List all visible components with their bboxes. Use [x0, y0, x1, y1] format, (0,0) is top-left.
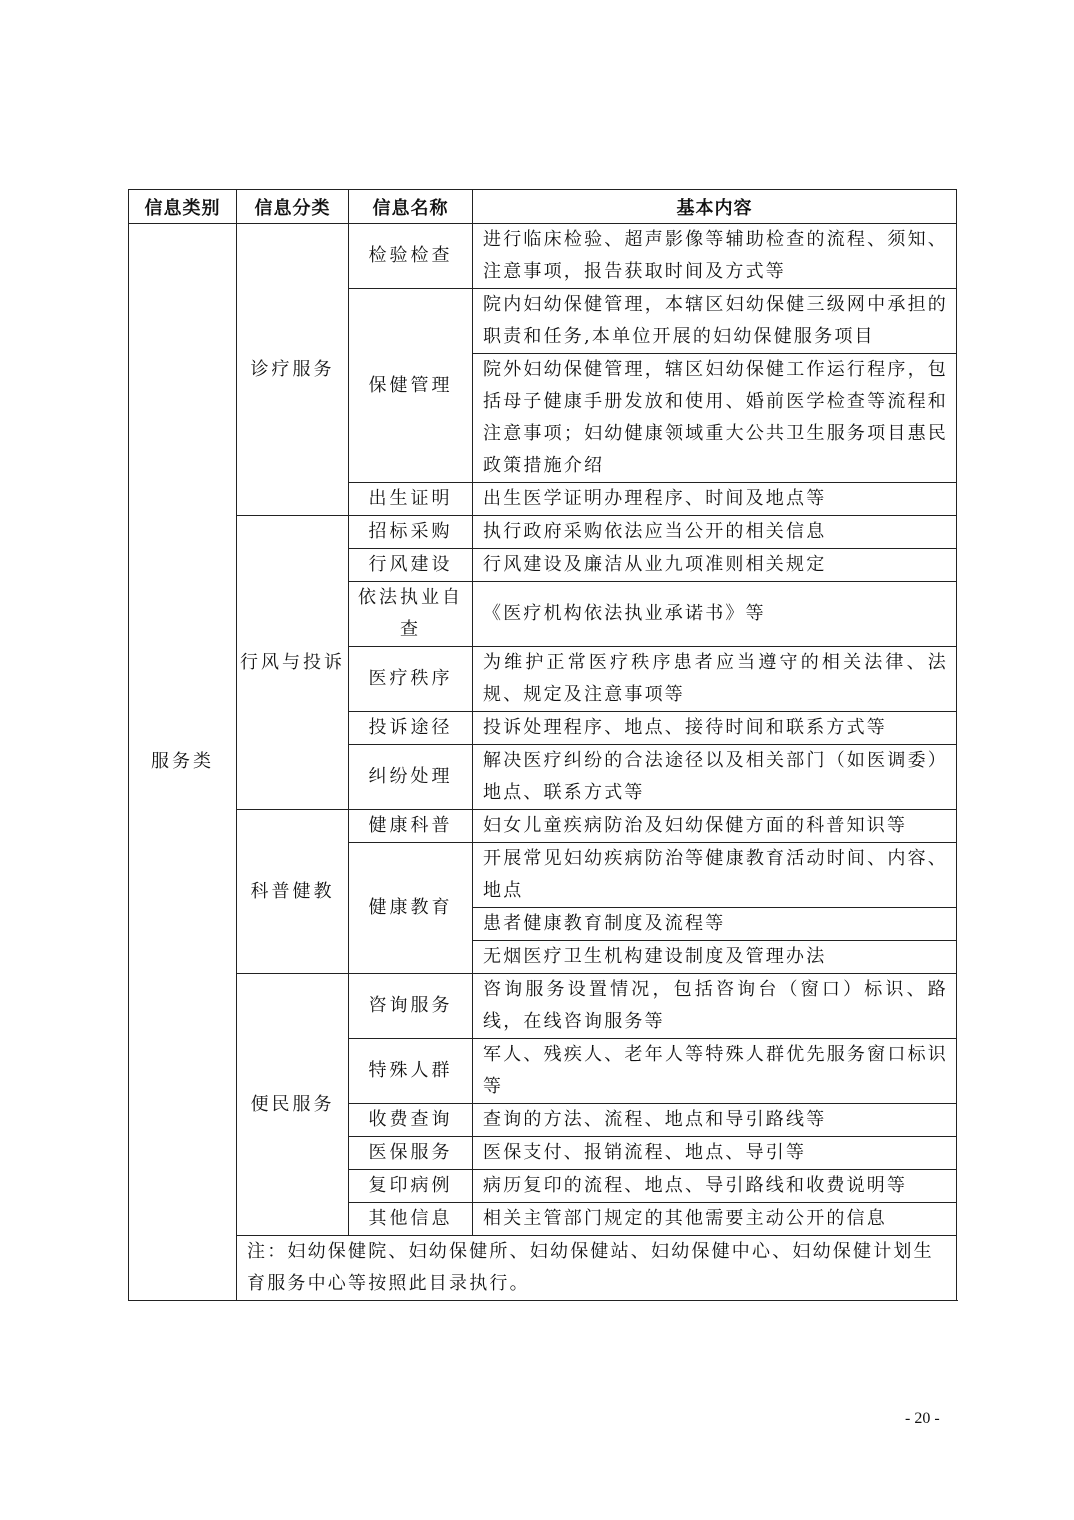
- table-note: 注：妇幼保健院、妇幼保健所、妇幼保健站、妇幼保健中心、妇幼保健计划生育服务中心等按照此目录执行。: [237, 1236, 957, 1301]
- item-content: 投诉处理程序、地点、接待时间和联系方式等: [473, 712, 957, 745]
- header-category: 信息类别: [129, 190, 237, 224]
- item-name: 收费查询: [349, 1104, 473, 1137]
- table-row: [129, 810, 957, 843]
- item-name: 检验检查: [349, 224, 473, 289]
- item-name: 行风建设: [349, 549, 473, 582]
- service-info-table: [128, 189, 957, 1301]
- item-name: 特殊人群: [349, 1039, 473, 1104]
- group-conduct-complaints: 行风与投诉: [237, 516, 349, 810]
- table-header-row: [129, 190, 957, 224]
- item-content: 进行临床检验、超声影像等辅助检查的流程、须知、注意事项，报告获取时间及方式等: [473, 224, 957, 289]
- item-content: 无烟医疗卫生机构建设制度及管理办法: [473, 941, 957, 974]
- item-content: 医保支付、报销流程、地点、导引等: [473, 1137, 957, 1170]
- category-cell: 服务类: [129, 224, 237, 1301]
- service-info-table-wrapper: [128, 189, 956, 1301]
- header-info-name: 信息名称: [349, 190, 473, 224]
- header-classification: 信息分类: [237, 190, 349, 224]
- item-name: 医保服务: [349, 1137, 473, 1170]
- item-name: 出生证明: [349, 483, 473, 516]
- item-name: 医疗秩序: [349, 647, 473, 712]
- item-content: 相关主管部门规定的其他需要主动公开的信息: [473, 1203, 957, 1236]
- item-content: 查询的方法、流程、地点和导引路线等: [473, 1104, 957, 1137]
- header-basic-content: 基本内容: [473, 190, 957, 224]
- item-name: 健康科普: [349, 810, 473, 843]
- item-name: 咨询服务: [349, 974, 473, 1039]
- table-row: [129, 516, 957, 549]
- item-content: 患者健康教育制度及流程等: [473, 908, 957, 941]
- item-content: 病历复印的流程、地点、导引路线和收费说明等: [473, 1170, 957, 1203]
- item-content: 出生医学证明办理程序、时间及地点等: [473, 483, 957, 516]
- note-row: [129, 1236, 957, 1301]
- item-content: 《医疗机构依法执业承诺书》等: [473, 582, 957, 647]
- item-content: 开展常见妇幼疾病防治等健康教育活动时间、内容、地点: [473, 843, 957, 908]
- item-content: 院外妇幼保健管理，辖区妇幼保健工作运行程序，包括母子健康手册发放和使用、婚前医学检查等流程和注意事项；妇幼健康领域重大公共卫生服务项目惠民政策措施介绍: [473, 354, 957, 483]
- item-name: 保健管理: [349, 289, 473, 483]
- item-content: 执行政府采购依法应当公开的相关信息: [473, 516, 957, 549]
- item-content: 行风建设及廉洁从业九项准则相关规定: [473, 549, 957, 582]
- group-health-education: 科普健教: [237, 810, 349, 974]
- group-convenience-services: 便民服务: [237, 974, 349, 1236]
- item-name: 其他信息: [349, 1203, 473, 1236]
- item-name: 投诉途径: [349, 712, 473, 745]
- item-name: 复印病例: [349, 1170, 473, 1203]
- item-content: 咨询服务设置情况，包括咨询台（窗口）标识、路线，在线咨询服务等: [473, 974, 957, 1039]
- item-content: 解决医疗纠纷的合法途径以及相关部门（如医调委）地点、联系方式等: [473, 745, 957, 810]
- item-content: 妇女儿童疾病防治及妇幼保健方面的科普知识等: [473, 810, 957, 843]
- item-name: 健康教育: [349, 843, 473, 974]
- table-row: [129, 974, 957, 1039]
- table-row: [129, 224, 957, 289]
- item-content: 为维护正常医疗秩序患者应当遵守的相关法律、法规、规定及注意事项等: [473, 647, 957, 712]
- item-name: 依法执业自查: [349, 582, 473, 647]
- item-content: 军人、残疾人、老年人等特殊人群优先服务窗口标识等: [473, 1039, 957, 1104]
- group-diagnosis-treatment: 诊疗服务: [237, 224, 349, 516]
- item-name: 招标采购: [349, 516, 473, 549]
- item-name: 纠纷处理: [349, 745, 473, 810]
- page-number: - 20 -: [905, 1410, 940, 1427]
- item-content: 院内妇幼保健管理，本辖区妇幼保健三级网中承担的职责和任务,本单位开展的妇幼保健服务项目: [473, 289, 957, 354]
